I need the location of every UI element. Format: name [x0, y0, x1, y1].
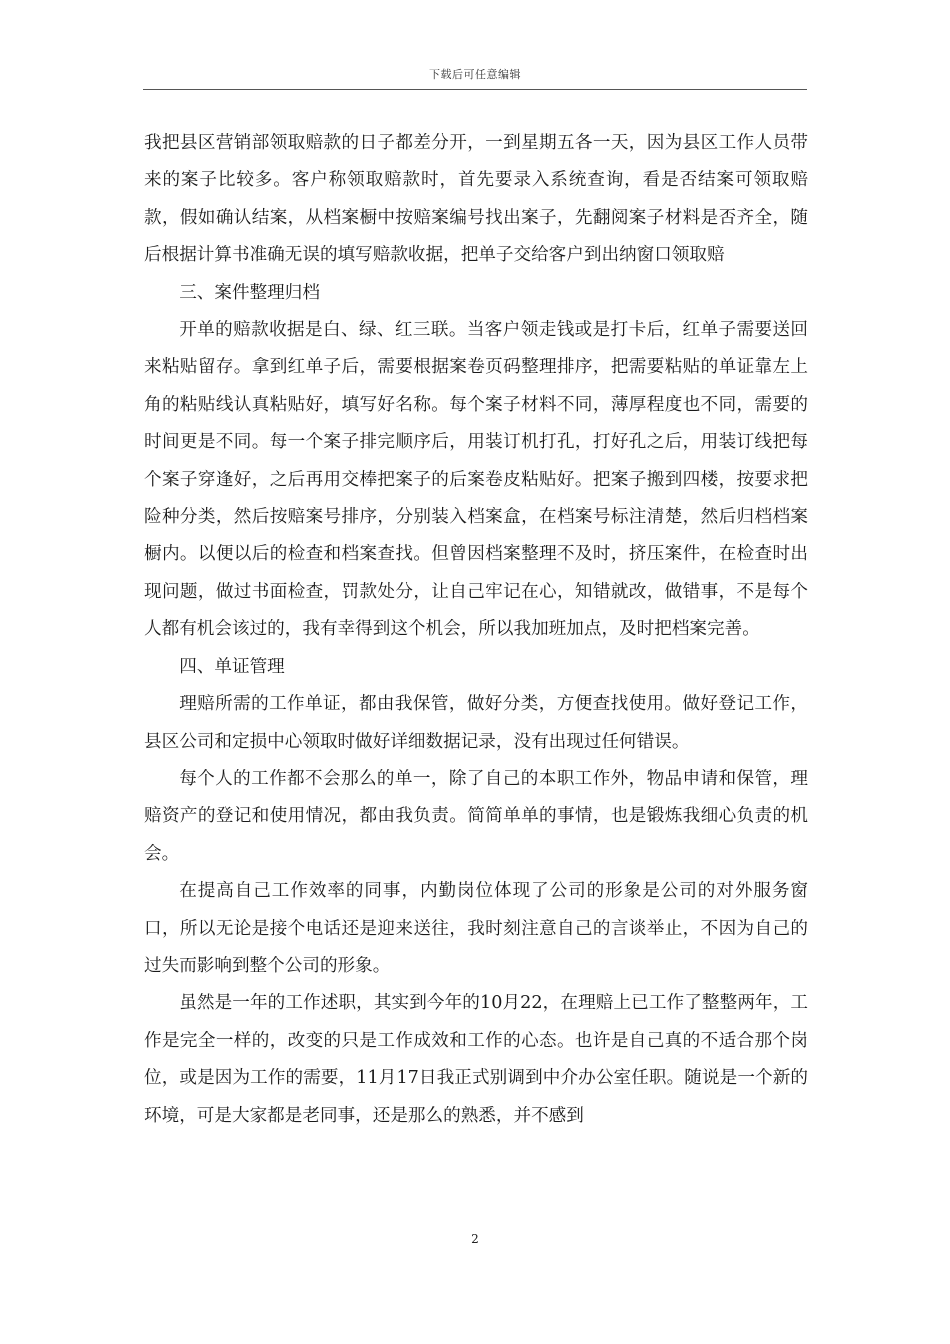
paragraph-other-duties: 每个人的工作都不会那么的单一，除了自己的本职工作外，物品申请和保管，理赔资产的登记和使用情况，都由我负责。简简单单的事情，也是锻炼我细心负责的机会。: [144, 768, 808, 864]
paragraph-document-management: 理赔所需的工作单证，都由我保管，做好分类，方便查找使用。做好登记工作，县区公司和定损中心领取时做好详细数据记录，没有出现过任何错误。: [144, 694, 808, 752]
page-number: 2: [471, 1232, 479, 1246]
page-header: 下载后可任意编辑: [429, 68, 521, 81]
paragraph-case-archiving: 开单的赔款收据是白、绿、红三联。当客户领走钱或是打卡后，红单子需要送回来粘贴留存。拿到红单子后，需要根据案卷页码整理排序，把需要粘贴的单证靠左上角的粘贴线认真粘贴好，填写好名称。每个案子材料不同，薄厚程度也不同，需要的时间更是不同。每一个案子排完顺序后，用装订机打孔，打好孔之后，用装订线把每个案子穿逢好，之后再用交棒把案子的后案卷皮粘贴好。把案子搬到四楼，按要求把险种分类，然后按赔案号排序，分别装入档案盒，在档案号标注清楚，然后归档档案橱内。以便以后的检查和档案查找。但曾因档案整理不及时，挤压案件，在检查时出现问题，做过书面检查，罚款处分，让自己牢记在心，知错就改，做错事，不是每个人都有机会该过的，我有幸得到这个机会，所以我加班加点，及时把档案完善。: [144, 320, 808, 640]
section-heading-document-management: 四、单证管理: [179, 656, 285, 677]
paragraph-work-review: 虽然是一年的工作述职，其实到今年的10月22，在理赔上已工作了整整两年，工作是完全一样的，改变的只是工作成效和工作的心态。也许是自己真的不适合那个岗位，或是因为工作的需要，11月17日我正式别调到中介办公室任职。随说是一个新的环境，可是大家都是老同事，还是那么的熟悉，并不感到: [144, 993, 808, 1126]
paragraph-claims-pickup: 我把县区营销部领取赔款的日子都差分开，一到星期五各一天，因为县区工作人员带来的案子比较多。客户称领取赔款时，首先要录入系统查询，看是否结案可领取赔款，假如确认结案，从档案橱中按赔案编号找出案子，先翻阅案子材料是否齐全，随后根据计算书准确无误的填写赔款收据，把单子交给客户到出纳窗口领取赔: [144, 133, 808, 266]
header-divider: [143, 89, 807, 90]
section-heading-case-archiving: 三、案件整理归档: [179, 282, 320, 303]
paragraph-company-image: 在提高自己工作效率的同事，内勤岗位体现了公司的形象是公司的对外服务窗口，所以无论是接个电话还是迎来送往，我时刻注意自己的言谈举止，不因为自己的过失而影响到整个公司的形象。: [144, 881, 808, 976]
document-body: [144, 125, 808, 1135]
